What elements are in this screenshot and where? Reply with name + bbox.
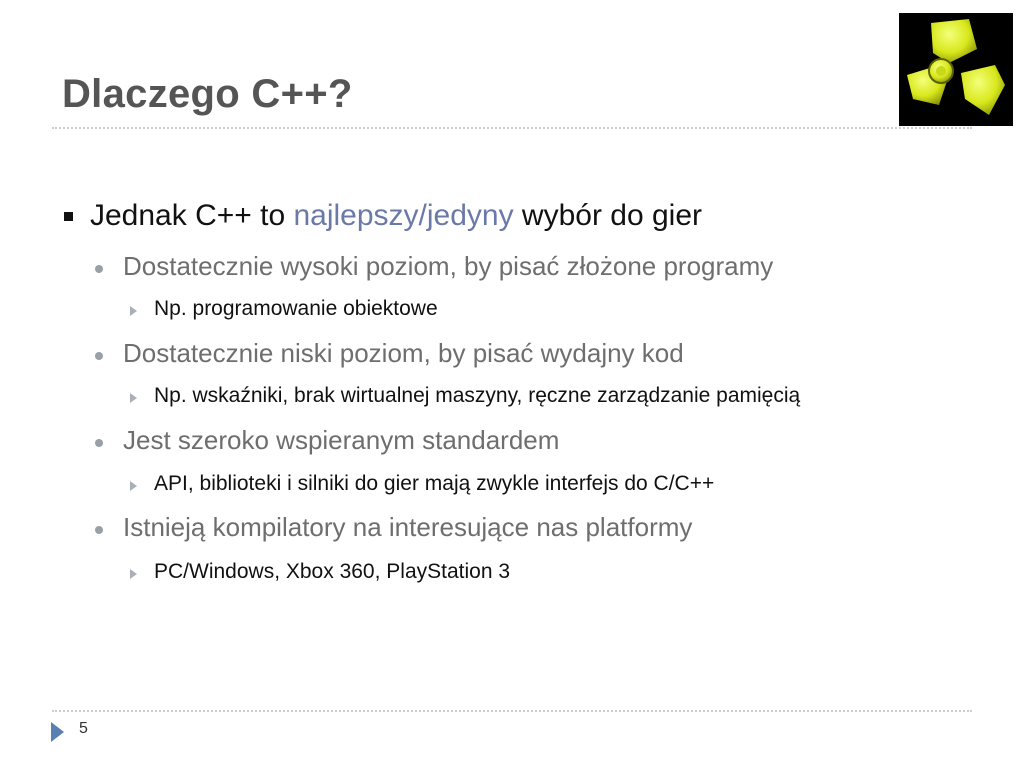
triangle-bullet-icon bbox=[130, 393, 137, 403]
sub-bullet: Dostatecznie niski poziom, by pisać wydajny kod bbox=[123, 338, 684, 368]
sub-bullet: Jest szeroko wspieranym standardem bbox=[123, 425, 560, 455]
main-bullet-text-after: wybór do gier bbox=[513, 199, 703, 232]
radiation-hazard-icon bbox=[899, 13, 1013, 126]
main-bullet-text-before: Jednak C++ to bbox=[90, 199, 294, 232]
footer-divider bbox=[52, 710, 972, 712]
sub-bullet: Istnieją kompilatory na interesujące nas platformy bbox=[123, 512, 693, 542]
title-divider bbox=[52, 127, 972, 129]
dot-bullet-icon bbox=[95, 352, 103, 360]
dot-bullet-icon bbox=[95, 439, 103, 447]
page-number: 5 bbox=[79, 720, 88, 737]
square-bullet-icon bbox=[64, 212, 73, 221]
triangle-bullet-icon bbox=[130, 481, 137, 491]
sub-bullet: Dostatecznie wysoki poziom, by pisać złożone programy bbox=[123, 251, 774, 281]
detail-bullet: Np. programowanie obiektowe bbox=[154, 297, 438, 320]
detail-bullet: Np. wskaźniki, brak wirtualnej maszyny, ręczne zarządzanie pamięcią bbox=[154, 384, 801, 407]
footer-triangle-icon bbox=[51, 722, 64, 742]
main-bullet-accent: najlepszy/jedyny bbox=[293, 199, 514, 232]
dot-bullet-icon bbox=[95, 526, 103, 534]
triangle-bullet-icon bbox=[130, 306, 137, 316]
triangle-bullet-icon bbox=[130, 569, 137, 579]
main-bullet bbox=[90, 199, 702, 233]
dot-bullet-icon bbox=[95, 265, 103, 273]
detail-bullet: API, biblioteki i silniki do gier mają zwykle interfejs do C/C++ bbox=[154, 472, 715, 495]
detail-bullet: PC/Windows, Xbox 360, PlayStation 3 bbox=[154, 560, 511, 583]
slide-title: Dlaczego C++? bbox=[62, 72, 353, 116]
